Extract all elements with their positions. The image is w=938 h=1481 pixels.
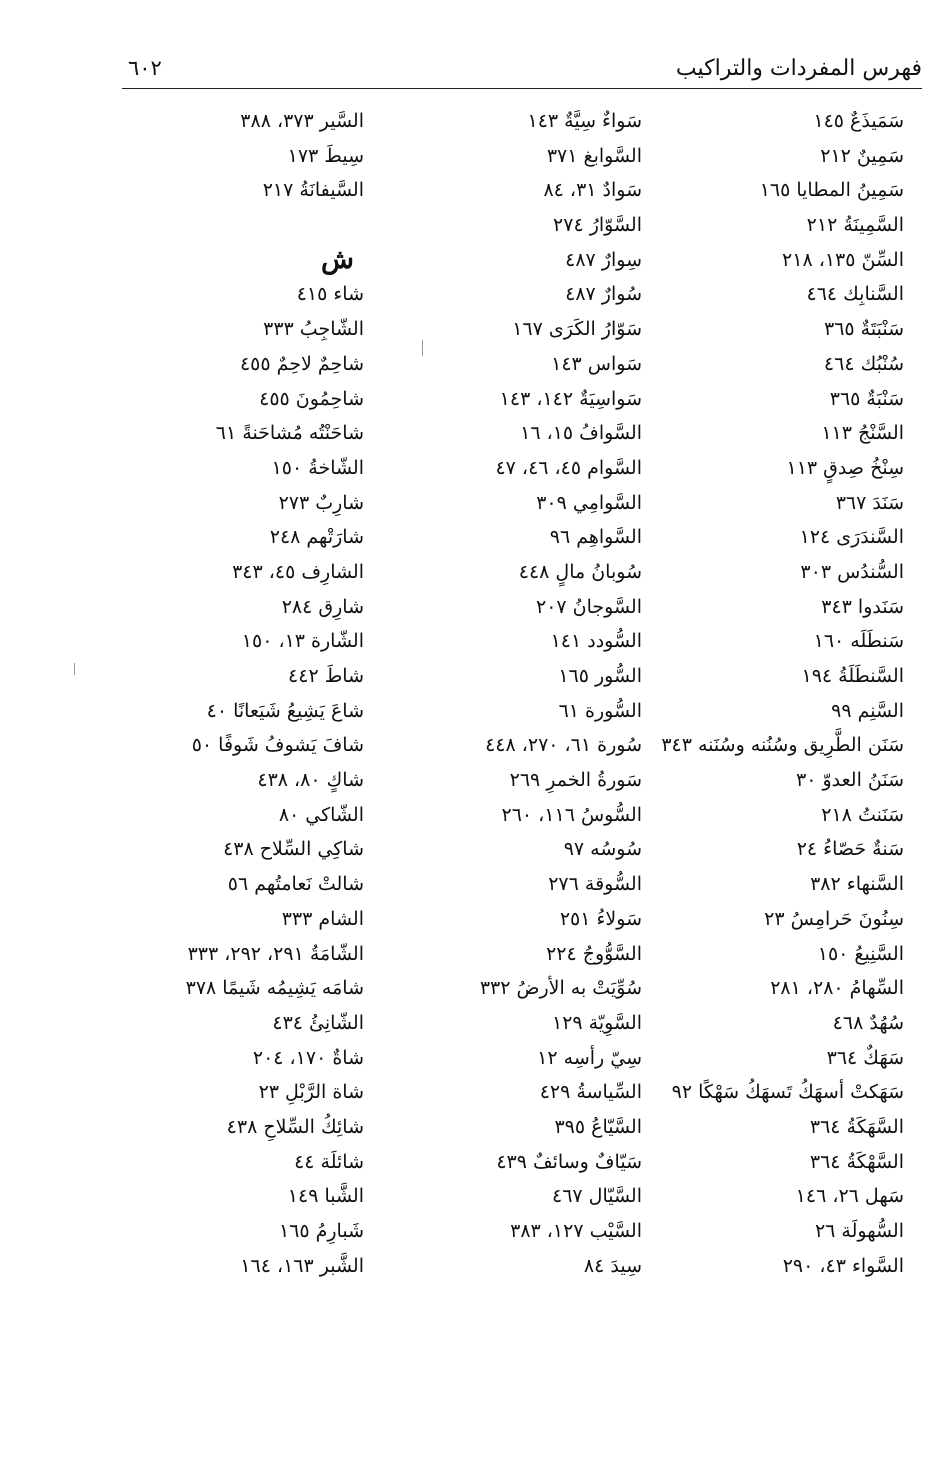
index-entry: السُّوقة ٢٧٦	[548, 873, 642, 896]
index-entry: السَّهَكَةُ ٣٦٤	[809, 1115, 904, 1138]
index-entry: شاحِمٌ لاحِمٌ ٤٥٥	[239, 352, 364, 375]
index-entry: السَّوُّوجُ ٢٢٤	[546, 942, 642, 965]
index-entry: الشّاخةُ ١٥٠	[271, 456, 364, 479]
index-entry: السَّوامِي ٣٠٩	[536, 491, 642, 514]
index-entry: السَّنِم ٩٩	[831, 699, 904, 722]
index-entry: سَواسِيَةٌ ١٤٢، ١٤٣	[499, 387, 642, 410]
index-entry: السَّنِيعُ ١٥٠	[817, 942, 904, 965]
header-rule	[122, 88, 922, 89]
index-entry: السَّيّال ٤٦٧	[551, 1185, 642, 1208]
index-entry: شاء ٤١٥	[296, 283, 364, 306]
index-entry: شائلَة ٤٤	[294, 1150, 364, 1173]
index-entry: الشَّبر ١٦٣، ١٦٤	[240, 1254, 364, 1277]
index-entry: سَنَنُ العدوّ ٣٠	[796, 769, 904, 792]
index-entry: شَبارِمُ ١٦٥	[278, 1220, 364, 1242]
index-entry: الشام ٣٣٣	[281, 907, 364, 930]
index-entry: السُّودد ١٤١	[550, 630, 642, 653]
index-entry: الشّارة ١٣، ١٥٠	[241, 630, 364, 653]
index-entry: سِيدَ ٨٤	[583, 1254, 642, 1277]
index-entry: شارِبٌ ٢٧٣	[278, 491, 364, 514]
index-entry: شاكٍ ٨٠، ٤٣٨	[257, 769, 364, 792]
index-entry: الشّانِئُ ٤٣٤	[272, 1011, 364, 1034]
index-entry: السُّهولَة ٢٦	[814, 1220, 904, 1242]
scan-mark	[74, 663, 75, 675]
index-entry: سَنَدَ ٣٦٧	[835, 491, 904, 514]
running-title: فهرس المفردات والتراكيب	[675, 56, 922, 81]
index-entry: السَّهْكَةُ ٣٦٤	[809, 1150, 904, 1173]
index-entry: شاحِمُونَ ٤٥٥	[259, 387, 364, 410]
index-entry: سِنُونَ حَرامِسُ ٢٣	[764, 907, 904, 930]
index-entry: سَهَكٌ ٣٦٤	[826, 1046, 904, 1069]
index-entry: سَمِينٌ ٢١٢	[820, 144, 904, 167]
index-entry: السَّيْب ١٢٧، ٣٨٣	[510, 1220, 642, 1242]
index-entry: سَنطَلَه ١٦٠	[813, 630, 904, 653]
index-entry: الشّامَةُ ٢٩١، ٢٩٢، ٣٣٣	[187, 942, 364, 965]
index-entry: السَّواهِم ٩٦	[549, 526, 642, 549]
index-entry: السُّندُس ٣٠٣	[800, 560, 904, 583]
index-column-right	[614, 104, 904, 1283]
index-entry: سَهل ٢٦، ١٤٦	[795, 1185, 904, 1208]
index-entry: سَوّارُ الكَرَى ١٦٧	[512, 318, 642, 341]
index-entry: شاحَنْتُه مُشاحَنةً ٦١	[215, 422, 364, 445]
index-entry: سُوسُه ٩٧	[563, 838, 642, 861]
index-entry: سِنْخُ صِدقٍ ١١٣	[786, 456, 904, 479]
index-entry: سُهُدٌ ٤٦٨	[832, 1011, 904, 1034]
index-entry: شافَ يَشوفُ شَوفًا ٥٠	[191, 734, 364, 757]
index-entry: شاعَ يَشِيعُ شَيَعانًا ٤٠	[206, 699, 364, 722]
index-entry: شاةٌ ١٧٠، ٢٠٤	[252, 1046, 364, 1069]
index-entry: الشَّبا ١٤٩	[287, 1185, 364, 1208]
page-header	[122, 56, 922, 86]
index-entry: سَيّافٌ وسائفٌ ٤٣٩	[496, 1150, 642, 1173]
index-entry: شاة الرَّبْلِ ٢٣	[258, 1081, 364, 1104]
index-entry: سَنْبَةٌ ٣٦٥	[829, 387, 904, 410]
index-entry: سَولاءُ ٢٥١	[559, 907, 642, 930]
index-entry: السُّوسُ ١١٦، ٢٦٠	[501, 803, 642, 826]
index-entry: السَّمِينَةُ ٢١٢	[806, 214, 904, 237]
index-entry: شارِق ٢٨٤	[281, 595, 364, 618]
index-entry: سَنَن الطَّرِيق وسُنُنه وسُنَنه ٣٤٣	[661, 734, 904, 757]
index-entry: سَواس ١٤٣	[551, 352, 642, 375]
index-entry: شامَه يَشِيمُه شَيمًا ٣٧٨	[185, 977, 364, 1000]
index-column-left	[34, 104, 364, 1283]
index-entry: الشّاكي ٨٠	[278, 803, 364, 826]
index-entry: السَّنْجُ ١١٣	[821, 422, 904, 445]
index-entry: سَنَدوا ٣٤٣	[821, 595, 904, 618]
index-entry: سُوبانُ مالٍ ٤٤٨	[518, 560, 642, 583]
index-entry: سَورةُ الخمرِ ٢٦٩	[509, 769, 642, 792]
index-entry: سَنةٌ حَصّاءُ ٢٤	[796, 838, 904, 861]
index-entry: شائِكُ السِّلاحِ ٤٣٨	[226, 1115, 364, 1138]
section-spacer	[34, 208, 364, 243]
index-entry: شالتْ نَعامتُهم ٥٦	[227, 873, 364, 896]
index-entry: سِيّ رأسِه ١٢	[537, 1046, 642, 1069]
index-entry: السُّورة ٦١	[558, 699, 642, 722]
index-entry: الشّاجِبُ ٣٣٣	[263, 318, 364, 341]
index-entry: سَهَكتْ أسهَكُ تَسهَكُ سَهْكًا ٩٢	[671, 1081, 904, 1104]
index-entry: السِّياسةُ ٤٢٩	[539, 1081, 642, 1104]
index-entry: السَّير ٣٧٣، ٣٨٨	[240, 110, 364, 132]
index-entry: السِّهامُ ٢٨٠، ٢٨١	[770, 977, 904, 1000]
index-entry: شاكِي السِّلاح ٤٣٨	[223, 838, 364, 861]
index-entry: السِّنّ ١٣٥، ٢١٨	[782, 248, 904, 271]
index-entry: السَّوّارُ ٢٧٤	[553, 214, 642, 237]
index-entry: سَوادٌ ٣١، ٨٤	[543, 179, 642, 202]
index-entry: السَّواء ٤٣، ٢٩٠	[782, 1254, 904, 1277]
index-entry: السَّنطَلَةُ ١٩٤	[801, 665, 904, 687]
index-entry: سُورة ٦١، ٢٧٠، ٤٤٨	[485, 734, 642, 757]
index-entry: شارَتْهم ٢٤٨	[269, 526, 364, 549]
section-letter-heading: ش	[321, 243, 354, 275]
index-entry: السَّنهاء ٣٨٢	[810, 873, 904, 896]
index-column-middle	[352, 104, 642, 1283]
page-number: ٦٠٢	[128, 56, 162, 80]
index-entry: السُّور ١٦٥	[558, 665, 642, 687]
index-entry: سِيطَ ١٧٣	[287, 144, 364, 167]
index-entry: سِوارٌ ٤٨٧	[565, 248, 642, 271]
scan-mark	[422, 340, 423, 356]
index-entry: سَنْبَتَةٌ ٣٦٥	[824, 318, 904, 341]
index-entry: السَّوجانُ ٢٠٧	[536, 595, 642, 618]
index-entry: السَّيّاعُ ٣٩٥	[554, 1115, 642, 1138]
index-entry: السَّوافُ ١٥، ١٦	[520, 422, 642, 445]
index-entry: السَّندَرَى ١٢٤	[799, 526, 904, 549]
index-entry: شاطَ ٤٤٢	[288, 665, 364, 687]
index-entry: السَّوِيّة ١٢٩	[552, 1011, 642, 1034]
index-entry: السَّوام ٤٥، ٤٦، ٤٧	[495, 456, 642, 479]
index-entry: سُوِّيَتْ به الأرضُ ٣٣٢	[479, 977, 642, 1000]
index-entry: السَّنابِك ٤٦٤	[806, 283, 904, 306]
index-entry: السَّوابغ ٣٧١	[546, 144, 642, 167]
index-entry: سُنْبُك ٤٦٤	[823, 352, 904, 375]
index-entry: الشارِف ٤٥، ٣٤٣	[232, 560, 364, 583]
index-entry: السَّيفانَةُ ٢١٧	[262, 179, 364, 202]
index-entry: سَواءٌ سِيَّةٌ ١٤٣	[527, 110, 642, 132]
index-entry: سَنَنتُ ٢١٨	[821, 803, 904, 826]
index-entry: سُوارٌ ٤٨٧	[565, 283, 642, 306]
index-entry: سَمَيذَعٌ ١٤٥	[813, 110, 904, 132]
index-entry: سَمِينُ المطايا ١٦٥	[759, 179, 904, 202]
